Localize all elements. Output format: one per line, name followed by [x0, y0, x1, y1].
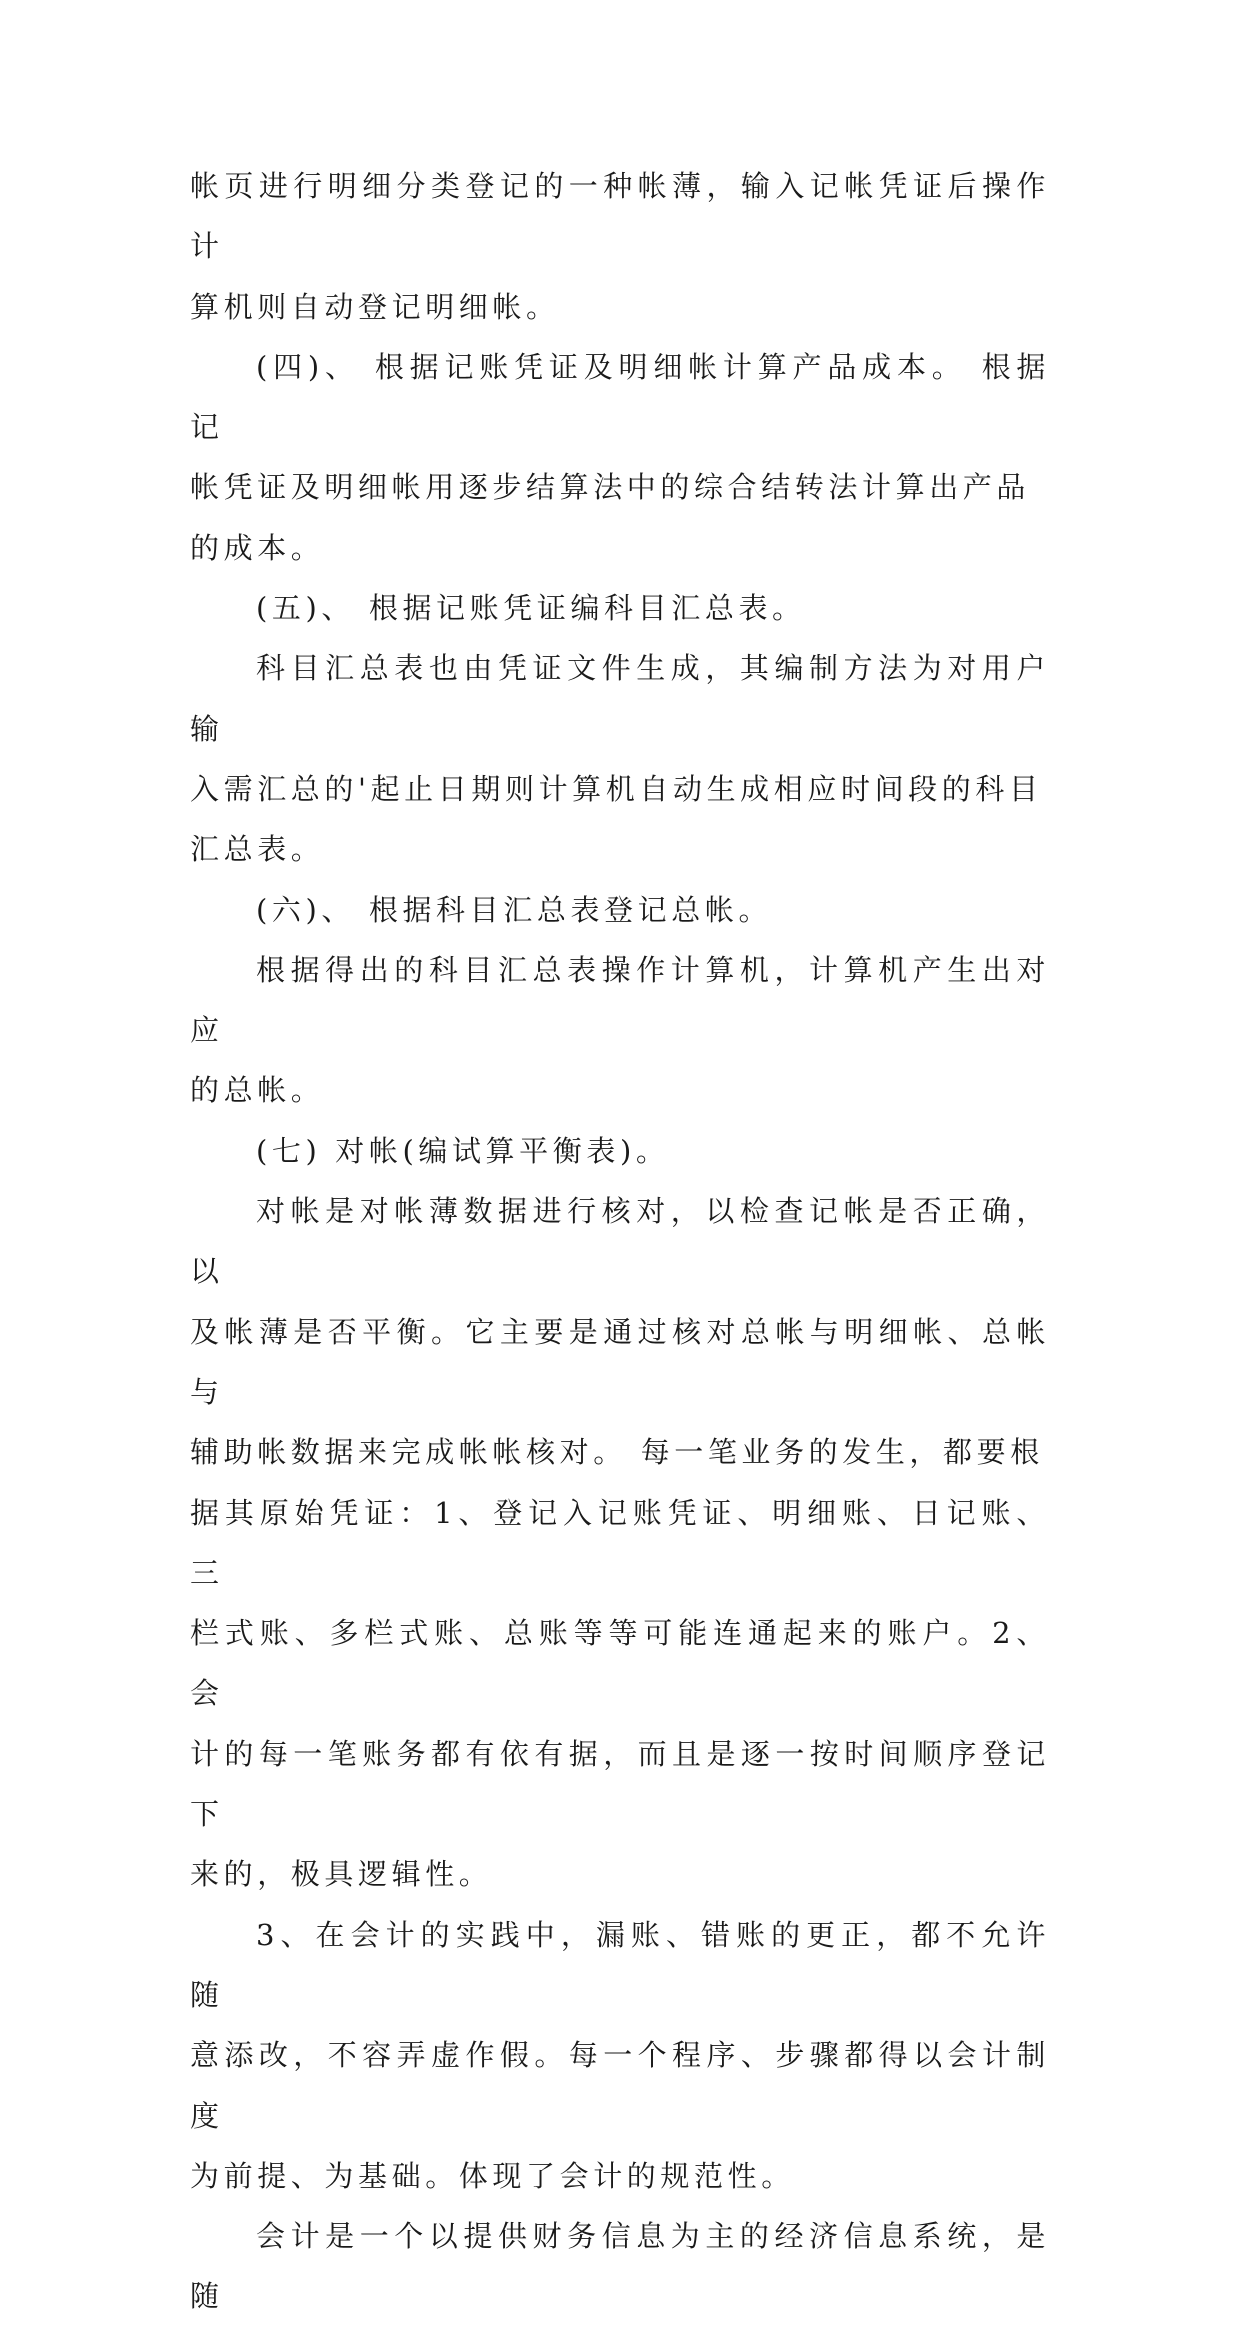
text-line: (七) 对帐(编试算平衡表)。: [256, 1133, 670, 1168]
text-line: 帐凭证及明细帐用逐步结算法中的综合结转法计算出产品: [190, 470, 1031, 505]
text-line: 会计是一个以提供财务信息为主的经济信息系统，是随: [190, 2219, 1050, 2314]
paragraph: [190, 880, 1050, 940]
text-line: 意添改，不容弄虚作假。每一个程序、步骤都得以会计制度: [190, 2038, 1050, 2133]
paragraph: [190, 2206, 1050, 2327]
text-line: 辅助帐数据来完成帐帐核对。 每一笔业务的发生，都要根: [190, 1435, 1044, 1470]
text-line: 栏式账、多栏式账、总账等等可能连通起来的账户。2、会: [190, 1616, 1050, 1711]
text-line: 3、在会计的实践中，漏账、错账的更正，都不允许随: [190, 1917, 1050, 2012]
paragraph: [190, 940, 1050, 1121]
paragraph: [190, 1121, 1050, 1181]
text-line: (六)、 根据科目汇总表登记总帐。: [256, 892, 773, 927]
text-line: 据其原始凭证：1、登记入记账凭证、明细账、日记账、三: [190, 1495, 1050, 1590]
text-line: (四)、 根据记账凭证及明细帐计算产品成本。 根据记: [190, 349, 1050, 445]
text-line: 为前提、为基础。体现了会计的规范性。: [190, 2158, 795, 2193]
paragraph: [190, 337, 1050, 578]
paragraph: [190, 1181, 1050, 1905]
paragraph: [190, 1905, 1050, 2206]
document-body: [190, 156, 1050, 2327]
text-line: (五)、 根据记账凭证编科目汇总表。: [256, 591, 806, 626]
text-line: 的成本。: [190, 530, 325, 565]
text-line: 汇总表。: [190, 832, 325, 867]
text-line: 帐页进行明细分类登记的一种帐薄，输入记帐凭证后操作计: [190, 169, 1050, 264]
text-line: 根据得出的科目汇总表操作计算机，计算机产生出对应: [190, 952, 1050, 1048]
text-line: 的总帐。: [190, 1073, 325, 1108]
text-line: 来的，极具逻辑性。: [190, 1857, 493, 1892]
text-line: 及帐薄是否平衡。它主要是通过核对总帐与明细帐、总帐与: [190, 1314, 1050, 1409]
text-line: 对帐是对帐薄数据进行核对，以检查记帐是否正确，以: [190, 1194, 1050, 1289]
paragraph: [190, 156, 1050, 337]
paragraph: [190, 578, 1050, 638]
text-line: 算机则自动登记明细帐。: [190, 289, 560, 324]
paragraph: [190, 638, 1050, 879]
text-line: 入需汇总的'起止日期则计算机自动生成相应时间段的科目: [190, 771, 1043, 806]
text-line: 计的每一笔账务都有依有据，而且是逐一按时间顺序登记下: [190, 1736, 1050, 1832]
text-line: 科目汇总表也由凭证文件生成，其编制方法为对用户输: [190, 651, 1050, 746]
